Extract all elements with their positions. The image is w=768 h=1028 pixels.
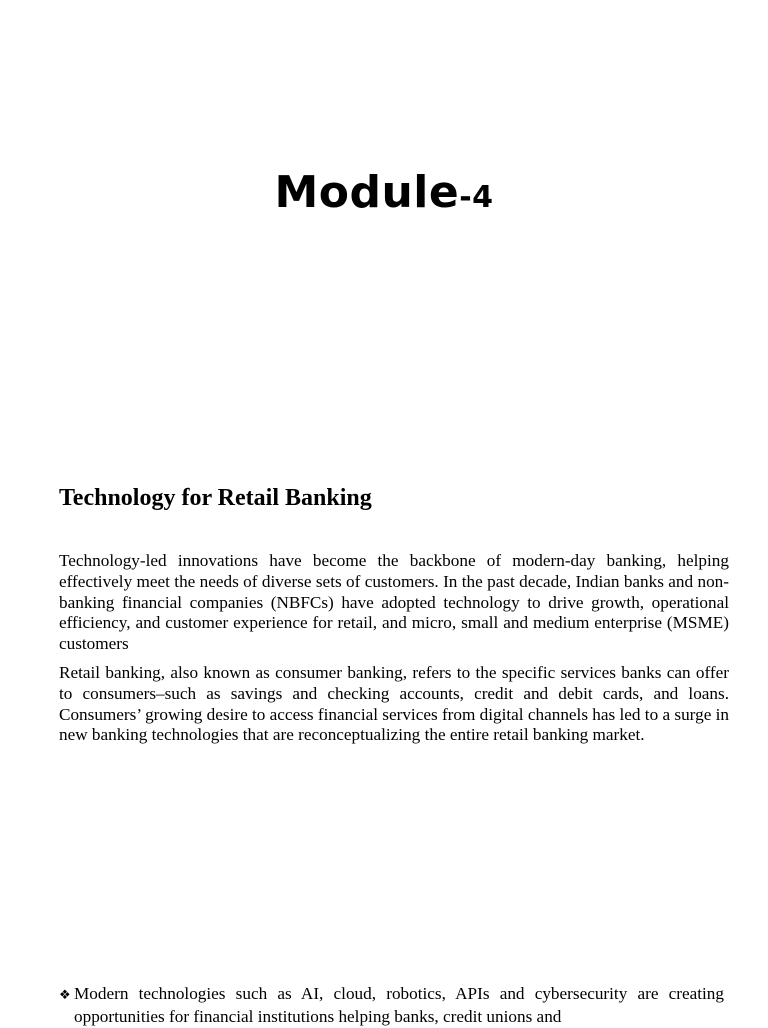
module-title-text: Module (274, 167, 460, 218)
bullet-text: Modern technologies such as AI, cloud, robotics, APIs and cybersecurity are creating opportunities for financial institutions helping banks, credit unions and (74, 984, 724, 1026)
section-heading: Technology for Retail Banking (59, 485, 372, 511)
diamond-bullet-icon: ❖ (59, 988, 71, 1003)
paragraph-technology-innovations: Technology-led innovations have become the backbone of modern-day banking, helping effectively meet the needs of diverse sets of customers. In the past decade, Indian banks and non-banking financial companies (NBFCs) have adopted technology to drive growth, operational efficiency, and customer experience for retail, and micro, small and medium enterprise (MSME) customers (59, 551, 729, 654)
paragraph-retail-banking-definition: Retail banking, also known as consumer banking, refers to the specific services banks can offer to consumers–such as savings and checking accounts, credit and debit cards, and loans. Consumers’ growing desire to access financial services from digital channels has led to a surge in new banking technologies that are reconceptualizing the entire retail banking market. (59, 663, 729, 745)
bullet-item (59, 984, 724, 1028)
module-number: -4 (459, 180, 494, 215)
module-title (0, 168, 768, 223)
